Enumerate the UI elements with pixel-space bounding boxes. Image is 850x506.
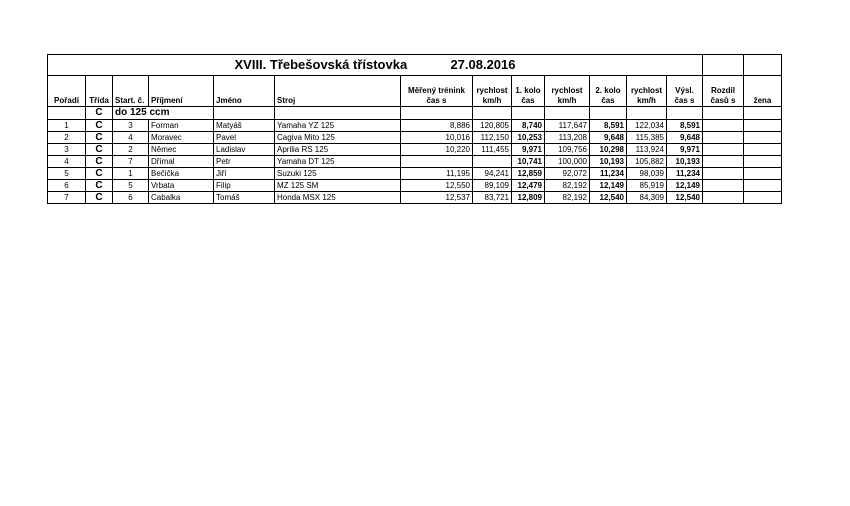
cell-rychlost3: 98,039 <box>627 168 667 180</box>
cell-rychlost3: 113,924 <box>627 144 667 156</box>
header-row <box>48 76 782 107</box>
cell-kolo1: 9,971 <box>512 144 545 156</box>
empty-cell <box>401 107 473 120</box>
cell-jmeno: Filip <box>214 180 275 192</box>
header-rozdil-line1: Rozdíl <box>711 86 735 95</box>
cell-rychlost3: 105,882 <box>627 156 667 168</box>
cell-trida: C <box>86 156 113 168</box>
empty-cell <box>545 107 590 120</box>
cell-poradi: 4 <box>48 156 86 168</box>
cell-rychlost2: 82,192 <box>545 180 590 192</box>
table-row <box>48 144 782 156</box>
header-trenink-line2: čas s <box>426 96 447 105</box>
cell-trenink: 8,886 <box>401 120 473 132</box>
cell-jmeno: Matyáš <box>214 120 275 132</box>
class-row <box>48 107 782 120</box>
cell-kolo1: 12,809 <box>512 192 545 204</box>
header-trenink <box>401 76 473 107</box>
empty-cell <box>703 168 744 180</box>
cell-rychlost3: 84,309 <box>627 192 667 204</box>
cell-prijmeni: Cabalka <box>149 192 214 204</box>
cell-start: 5 <box>113 180 149 192</box>
cell-jmeno: Jiří <box>214 168 275 180</box>
empty-cell <box>667 107 703 120</box>
cell-prijmeni: Vrbata <box>149 180 214 192</box>
empty-cell <box>703 107 744 120</box>
cell-prijmeni: Němec <box>149 144 214 156</box>
empty-cell <box>703 180 744 192</box>
results-table <box>47 54 782 204</box>
cell-rychlost3: 122,034 <box>627 120 667 132</box>
header-jmeno: Jméno <box>214 76 275 107</box>
cell-trenink: 12,537 <box>401 192 473 204</box>
cell-poradi: 2 <box>48 132 86 144</box>
cell-rychlost2: 117,647 <box>545 120 590 132</box>
cell-rychlost2: 92,072 <box>545 168 590 180</box>
header-kolo2-line2: čas <box>601 96 615 105</box>
event-date: 27.08.2016 <box>450 57 516 72</box>
header-rychlost3-line2: km/h <box>637 96 656 105</box>
cell-trenink: 10,016 <box>401 132 473 144</box>
empty-cell <box>627 107 667 120</box>
header-kolo2-line1: 2. kolo <box>595 86 621 95</box>
cell-poradi: 7 <box>48 192 86 204</box>
empty-cell <box>590 107 627 120</box>
table-row <box>48 156 782 168</box>
cell-kolo1: 12,859 <box>512 168 545 180</box>
cell-kolo2: 8,591 <box>590 120 627 132</box>
cell-stroj: Aprilia RS 125 <box>275 144 401 156</box>
header-rychlost3-line1: rychlost <box>630 86 663 95</box>
empty-cell <box>703 144 744 156</box>
empty-cell <box>744 144 782 156</box>
cell-trenink: 12,550 <box>401 180 473 192</box>
cell-kolo2: 10,298 <box>590 144 627 156</box>
cell-stroj: Suzuki 125 <box>275 168 401 180</box>
cell-rychlost2: 82,192 <box>545 192 590 204</box>
cell-trida: C <box>86 120 113 132</box>
cell-rychlost2: 100,000 <box>545 156 590 168</box>
cell-jmeno: Tomáš <box>214 192 275 204</box>
empty-cell <box>744 132 782 144</box>
header-rychlost2-line1: rychlost <box>551 86 583 95</box>
cell-start: 6 <box>113 192 149 204</box>
empty-cell <box>744 192 782 204</box>
header-kolo1-line1: 1. kolo <box>515 86 541 95</box>
cell-prijmeni: Forman <box>149 120 214 132</box>
cell-rychlost1: 94,241 <box>473 168 512 180</box>
cell-kolo1: 8,740 <box>512 120 545 132</box>
cell-poradi: 1 <box>48 120 86 132</box>
header-kolo1-line2: čas <box>521 96 535 105</box>
cell-stroj: Cagiva Mito 125 <box>275 132 401 144</box>
cell-vysl: 11,234 <box>667 168 703 180</box>
cell-trenink <box>401 156 473 168</box>
header-kolo2 <box>590 76 627 107</box>
empty-cell <box>744 156 782 168</box>
header-trida: Třída <box>86 76 113 107</box>
empty-cell <box>703 192 744 204</box>
header-rychlost1-line2: km/h <box>482 96 502 105</box>
empty-cell <box>48 107 86 120</box>
cell-jmeno: Petr <box>214 156 275 168</box>
header-stroj: Stroj <box>275 76 401 107</box>
cell-trida: C <box>86 144 113 156</box>
empty-cell <box>744 55 782 76</box>
cell-poradi: 6 <box>48 180 86 192</box>
header-kolo1 <box>512 76 545 107</box>
cell-rychlost1: 112,150 <box>473 132 512 144</box>
sheet-title <box>48 55 703 76</box>
header-rychlost2 <box>545 76 590 107</box>
header-rychlost2-line2: km/h <box>557 96 577 105</box>
cell-rychlost1: 83,721 <box>473 192 512 204</box>
cell-kolo2: 9,648 <box>590 132 627 144</box>
cell-prijmeni: Moravec <box>149 132 214 144</box>
empty-cell <box>744 168 782 180</box>
cell-trenink: 11,195 <box>401 168 473 180</box>
cell-poradi: 3 <box>48 144 86 156</box>
cell-vysl: 9,648 <box>667 132 703 144</box>
header-rozdil <box>703 76 744 107</box>
cell-jmeno: Ladislav <box>214 144 275 156</box>
cell-start: 2 <box>113 144 149 156</box>
cell-rychlost2: 113,208 <box>545 132 590 144</box>
table-row <box>48 168 782 180</box>
cell-kolo2: 12,540 <box>590 192 627 204</box>
cell-rychlost3: 115,385 <box>627 132 667 144</box>
empty-cell <box>473 107 512 120</box>
cell-stroj: MZ 125 SM <box>275 180 401 192</box>
empty-cell <box>703 55 744 76</box>
cell-trida: C <box>86 192 113 204</box>
cell-vysl: 9,971 <box>667 144 703 156</box>
empty-cell <box>703 120 744 132</box>
cell-kolo1: 10,253 <box>512 132 545 144</box>
cell-stroj: Honda MSX 125 <box>275 192 401 204</box>
class-label: do 125 ccm <box>113 107 214 120</box>
cell-prijmeni: Dřímal <box>149 156 214 168</box>
empty-cell <box>512 107 545 120</box>
cell-kolo1: 10,741 <box>512 156 545 168</box>
cell-rychlost1: 120,805 <box>473 120 512 132</box>
table-row <box>48 120 782 132</box>
table-row <box>48 132 782 144</box>
empty-cell <box>275 107 401 120</box>
cell-vysl: 12,540 <box>667 192 703 204</box>
cell-kolo1: 12,479 <box>512 180 545 192</box>
cell-kolo2: 10,193 <box>590 156 627 168</box>
cell-stroj: Yamaha YZ 125 <box>275 120 401 132</box>
cell-prijmeni: Bečička <box>149 168 214 180</box>
cell-vysl: 10,193 <box>667 156 703 168</box>
cell-trida: C <box>86 180 113 192</box>
empty-cell <box>744 120 782 132</box>
cell-poradi: 5 <box>48 168 86 180</box>
cell-kolo2: 11,234 <box>590 168 627 180</box>
header-vysl <box>667 76 703 107</box>
cell-kolo2: 12,149 <box>590 180 627 192</box>
header-prijmeni: Příjmení <box>149 76 214 107</box>
empty-cell <box>703 132 744 144</box>
cell-rychlost1 <box>473 156 512 168</box>
cell-start: 1 <box>113 168 149 180</box>
table-row <box>48 180 782 192</box>
table-row <box>48 192 782 204</box>
header-trenink-line1: Měřený trénink <box>408 86 465 95</box>
cell-jmeno: Pavel <box>214 132 275 144</box>
cell-vysl: 12,149 <box>667 180 703 192</box>
header-poradi: Pořadí <box>48 76 86 107</box>
header-zena: žena <box>744 76 782 107</box>
class-code: C <box>86 107 113 120</box>
header-rozdil-line2: časů s <box>710 96 736 105</box>
header-rychlost1-line1: rychlost <box>476 86 508 95</box>
cell-stroj: Yamaha DT 125 <box>275 156 401 168</box>
empty-cell <box>703 156 744 168</box>
header-start: Start. č. <box>113 76 149 107</box>
header-rychlost1 <box>473 76 512 107</box>
cell-start: 7 <box>113 156 149 168</box>
event-name: XVIII. Třebešovská třístovka <box>234 57 408 72</box>
cell-rychlost2: 109,756 <box>545 144 590 156</box>
cell-trenink: 10,220 <box>401 144 473 156</box>
header-rychlost3 <box>627 76 667 107</box>
cell-trida: C <box>86 132 113 144</box>
cell-vysl: 8,591 <box>667 120 703 132</box>
empty-cell <box>744 180 782 192</box>
cell-trida: C <box>86 168 113 180</box>
empty-cell <box>744 107 782 120</box>
cell-rychlost1: 89,109 <box>473 180 512 192</box>
cell-rychlost1: 111,455 <box>473 144 512 156</box>
cell-start: 4 <box>113 132 149 144</box>
cell-rychlost3: 85,919 <box>627 180 667 192</box>
header-vysl-line2: čas s <box>674 96 695 105</box>
cell-start: 3 <box>113 120 149 132</box>
empty-cell <box>214 107 275 120</box>
title-row <box>48 55 782 76</box>
header-vysl-line1: Výsl. <box>675 86 694 95</box>
